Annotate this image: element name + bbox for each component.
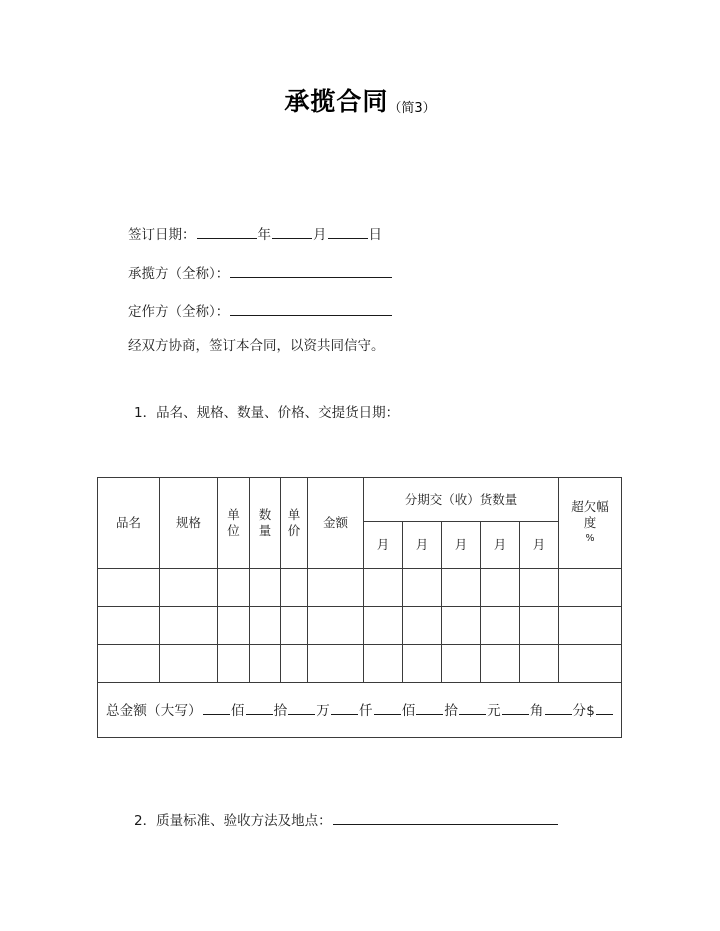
- clause-item-2-blank[interactable]: [333, 810, 558, 825]
- cell-jine[interactable]: [308, 645, 364, 683]
- cell-month-3[interactable]: [442, 645, 481, 683]
- client-label: 定作方（全称）：: [128, 304, 230, 320]
- header-cell-month-4: 月: [481, 522, 520, 569]
- unit-shi-1: 拾: [273, 703, 288, 719]
- header-cell-danwei-char2: 位: [227, 523, 240, 538]
- cell-month-1[interactable]: [364, 569, 403, 607]
- cell-month-4[interactable]: [481, 569, 520, 607]
- header-cell-danjia-char2: 价: [287, 523, 301, 538]
- goods-table: [97, 477, 622, 738]
- contractor-label: 承揽方（全称）：: [128, 266, 230, 282]
- sign-date-month-blank[interactable]: [272, 224, 312, 239]
- cell-jine[interactable]: [308, 569, 364, 607]
- client-name-blank[interactable]: [230, 301, 392, 316]
- contractor-name-blank[interactable]: [230, 263, 392, 278]
- day-unit-label: 日: [368, 227, 382, 243]
- total-blank-fen[interactable]: [545, 701, 572, 715]
- cell-month-3[interactable]: [442, 607, 481, 645]
- unit-qian: 仟: [359, 703, 373, 719]
- cell-month-5[interactable]: [520, 645, 559, 683]
- title-main-text: 承揽合同: [284, 87, 389, 116]
- unit-shi-2: 拾: [444, 703, 459, 719]
- unit-fen: 分: [572, 703, 587, 719]
- cell-pinming[interactable]: [98, 607, 160, 645]
- cell-month-5[interactable]: [520, 569, 559, 607]
- total-blank-bai-2[interactable]: [374, 701, 401, 715]
- cell-jine[interactable]: [308, 607, 364, 645]
- cell-guige[interactable]: [160, 607, 218, 645]
- percent-symbol: %: [585, 533, 595, 544]
- cell-month-1[interactable]: [364, 645, 403, 683]
- goods-table-wrapper: [97, 477, 621, 738]
- month-unit-label: 月: [313, 227, 327, 243]
- total-amount-cell: [98, 683, 622, 738]
- total-blank-bai-1[interactable]: [203, 701, 230, 715]
- header-cell-chaoqian-line1: 超欠幅: [571, 499, 609, 514]
- cell-danwei[interactable]: [218, 645, 250, 683]
- header-cell-fenqi-group: 分期交（收）货数量: [364, 478, 559, 522]
- header-cell-month-3: 月: [442, 522, 481, 569]
- cell-month-3[interactable]: [442, 569, 481, 607]
- header-cell-month-5: 月: [520, 522, 559, 569]
- total-blank-shi-2[interactable]: [416, 701, 443, 715]
- page-title: [0, 82, 720, 118]
- unit-yuan: 元: [487, 703, 501, 719]
- unit-bai-2: 佰: [401, 703, 416, 719]
- cell-month-2[interactable]: [403, 645, 442, 683]
- currency-symbol: $: [586, 703, 596, 719]
- header-cell-chaoqian-line2: 度 %: [559, 515, 621, 547]
- header-cell-danjia-char1: 单: [287, 507, 301, 522]
- total-blank-qian[interactable]: [331, 701, 358, 715]
- total-blank-trailing[interactable]: [596, 701, 613, 715]
- cell-shuliang[interactable]: [250, 607, 281, 645]
- total-amount-text: [106, 703, 613, 719]
- cell-danjia[interactable]: [281, 569, 308, 607]
- clause-item-1: 1．品名、规格、数量、价格、交提货日期：: [134, 405, 400, 421]
- table-total-row: [98, 683, 622, 738]
- header-cell-jine: 金额: [308, 478, 364, 569]
- cell-chaoqian[interactable]: [559, 645, 622, 683]
- title-sub-text: （简3）: [388, 101, 436, 116]
- cell-pinming[interactable]: [98, 645, 160, 683]
- sign-date-line: [128, 224, 382, 244]
- header-cell-pinming: 品名: [98, 478, 160, 569]
- total-blank-yuan[interactable]: [459, 701, 486, 715]
- header-cell-danwei-char1: 单: [227, 507, 240, 522]
- cell-month-4[interactable]: [481, 607, 520, 645]
- total-blank-shi-1[interactable]: [246, 701, 273, 715]
- cell-danwei[interactable]: [218, 607, 250, 645]
- cell-month-2[interactable]: [403, 569, 442, 607]
- clause-item-2-label: 2．质量标准、验收方法及地点：: [134, 813, 332, 829]
- client-line: [128, 301, 393, 321]
- cell-month-4[interactable]: [481, 645, 520, 683]
- cell-shuliang[interactable]: [250, 645, 281, 683]
- total-blank-jiao[interactable]: [502, 701, 529, 715]
- cell-month-1[interactable]: [364, 607, 403, 645]
- table-header-row-top: [98, 478, 622, 522]
- table-row[interactable]: [98, 645, 622, 683]
- header-cell-shuliang-char1: 数: [258, 507, 272, 522]
- table-row[interactable]: [98, 607, 622, 645]
- header-cell-month-1: 月: [364, 522, 403, 569]
- cell-month-2[interactable]: [403, 607, 442, 645]
- table-row[interactable]: [98, 569, 622, 607]
- header-cell-shuliang: [250, 478, 281, 569]
- clause-item-2: [134, 810, 559, 830]
- header-cell-danjia: [281, 478, 308, 569]
- cell-shuliang[interactable]: [250, 569, 281, 607]
- contractor-line: [128, 263, 393, 283]
- header-cell-guige: 规格: [160, 478, 218, 569]
- total-amount-label: 总金额（大写）: [105, 703, 202, 719]
- sign-date-day-blank[interactable]: [328, 224, 368, 239]
- sign-date-year-blank[interactable]: [197, 224, 257, 239]
- agreement-statement: 经双方协商，签订本合同，以资共同信守。: [128, 338, 385, 354]
- cell-pinming[interactable]: [98, 569, 160, 607]
- cell-chaoqian[interactable]: [559, 569, 622, 607]
- cell-guige[interactable]: [160, 645, 218, 683]
- unit-jiao: 角: [529, 703, 544, 719]
- header-cell-danwei: [218, 478, 250, 569]
- cell-guige[interactable]: [160, 569, 218, 607]
- header-cell-chaoqian: [559, 478, 622, 569]
- cell-danjia[interactable]: [281, 645, 308, 683]
- cell-danjia[interactable]: [281, 607, 308, 645]
- header-cell-month-2: 月: [403, 522, 442, 569]
- cell-chaoqian[interactable]: [559, 607, 622, 645]
- sign-date-label: 签订日期：: [128, 227, 196, 243]
- unit-bai-1: 佰: [230, 703, 245, 719]
- unit-wan: 万: [316, 703, 330, 719]
- header-cell-shuliang-char2: 量: [258, 523, 272, 538]
- cell-danwei[interactable]: [218, 569, 250, 607]
- cell-month-5[interactable]: [520, 607, 559, 645]
- total-blank-wan[interactable]: [288, 701, 315, 715]
- year-unit-label: 年: [257, 227, 271, 243]
